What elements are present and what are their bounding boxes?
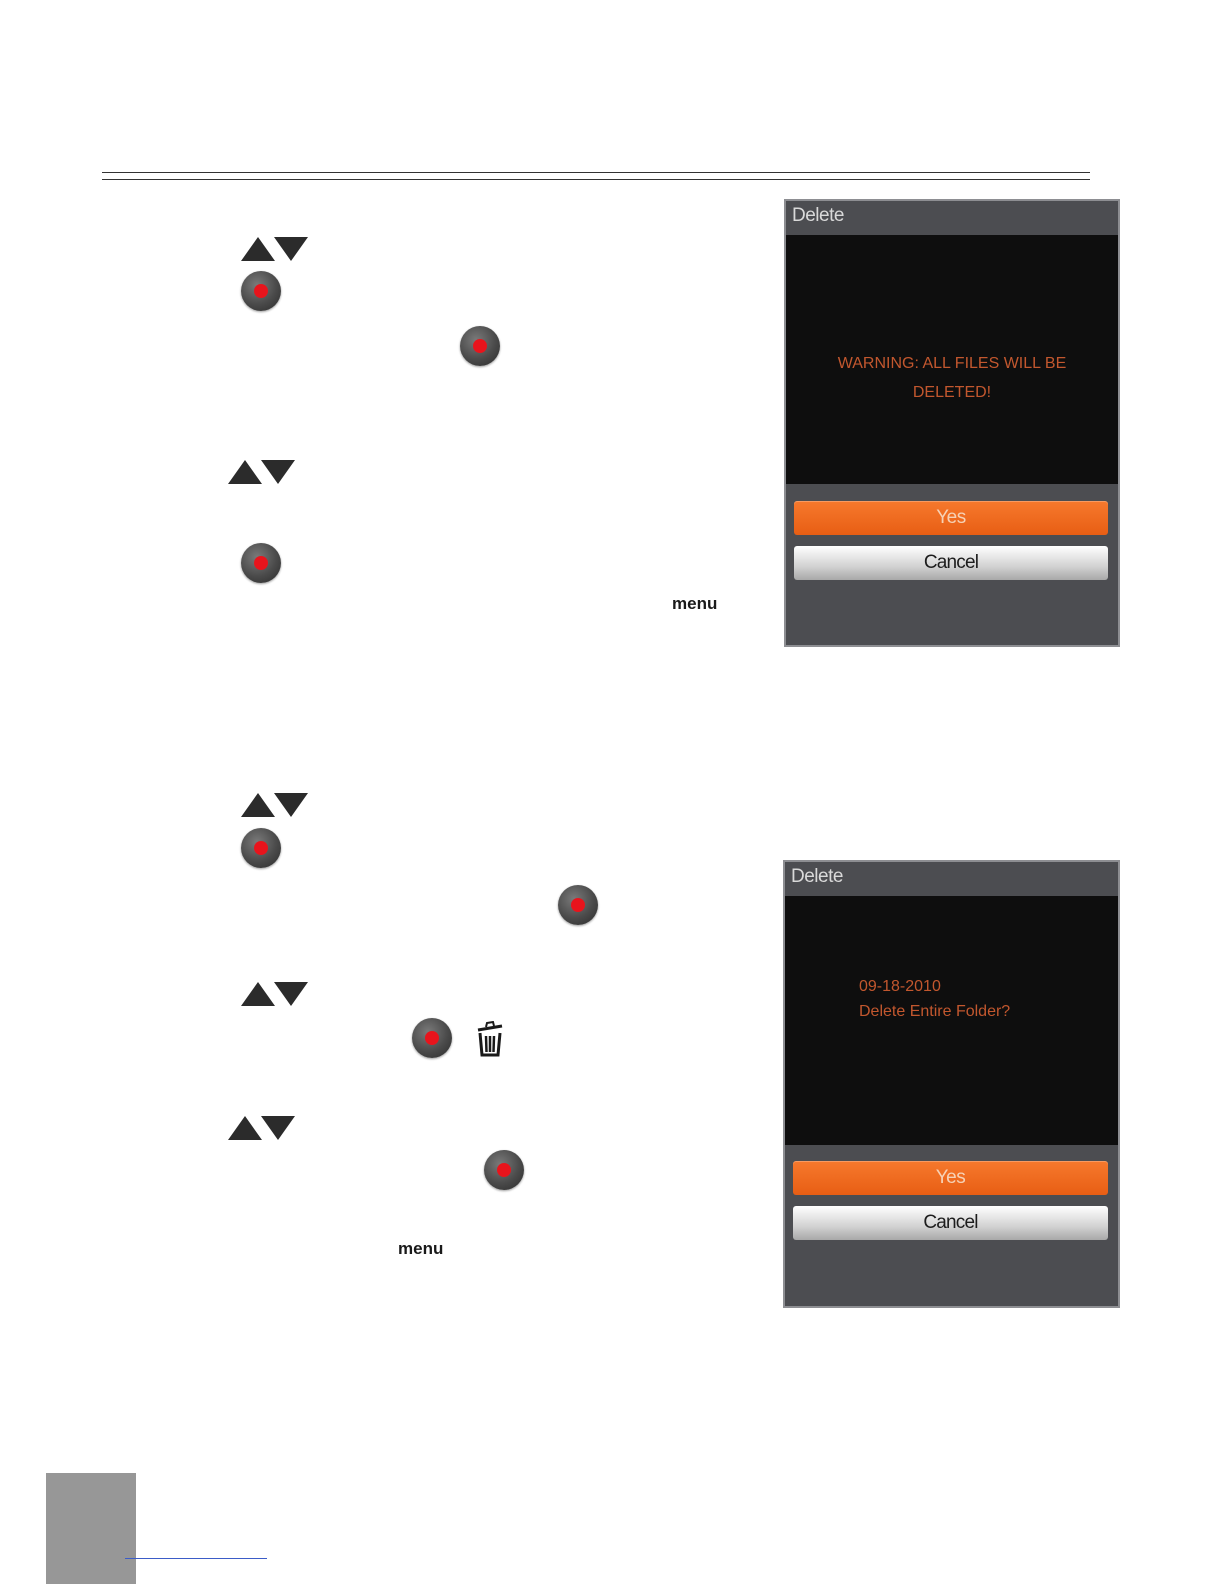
screen-title: Delete — [791, 866, 843, 887]
screen-message-area — [786, 235, 1118, 484]
ok-button-icon — [241, 543, 281, 583]
footer-link-line — [125, 1558, 267, 1559]
header-rule-top — [102, 172, 1090, 173]
warning-line-2: DELETED! — [912, 384, 992, 401]
ok-button-icon — [241, 828, 281, 868]
up-down-arrows-icon — [241, 982, 311, 1008]
header-rule-bottom — [102, 179, 1090, 180]
up-down-arrows-icon — [241, 237, 311, 263]
ok-button-icon — [484, 1150, 524, 1190]
yes-button[interactable]: Yes — [794, 501, 1108, 535]
screen-title: Delete — [792, 205, 844, 226]
page-number-tab — [46, 1473, 136, 1584]
up-down-arrows-icon — [228, 460, 298, 486]
ok-button-icon — [412, 1018, 452, 1058]
folder-message — [859, 974, 1010, 1024]
trash-icon — [474, 1021, 506, 1057]
warning-line-1: WARNING: ALL FILES WILL BE — [837, 355, 1067, 372]
screen-message-area — [785, 896, 1118, 1145]
up-down-arrows-icon — [228, 1116, 298, 1142]
delete-all-screen — [784, 199, 1120, 647]
folder-date: 09-18-2010 — [859, 978, 941, 995]
ok-button-icon — [460, 326, 500, 366]
menu-button-label: menu — [672, 594, 718, 613]
warning-message — [786, 349, 1118, 407]
up-down-arrows-icon — [241, 793, 311, 819]
cancel-button[interactable]: Cancel — [793, 1206, 1108, 1240]
ok-button-icon — [241, 271, 281, 311]
delete-folder-screen — [783, 860, 1120, 1308]
cancel-button[interactable]: Cancel — [794, 546, 1108, 580]
menu-button-label: menu — [398, 1239, 444, 1258]
delete-folder-prompt: Delete Entire Folder? — [859, 1003, 1011, 1020]
yes-button[interactable]: Yes — [793, 1161, 1108, 1195]
ok-button-icon — [558, 885, 598, 925]
